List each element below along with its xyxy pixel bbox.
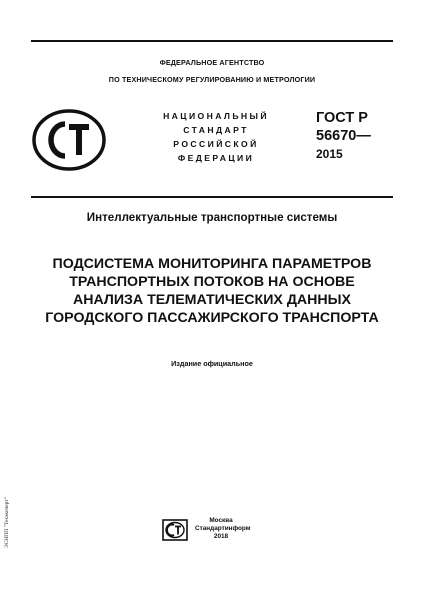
document-subtitle: Интеллектуальные транспортные системы bbox=[86, 211, 338, 224]
gost-label: ГОСТ Р bbox=[316, 110, 368, 126]
publisher-name: Стандартинформ bbox=[195, 525, 251, 532]
gost-number: 56670— bbox=[316, 128, 371, 144]
agency-name-line2: ПО ТЕХНИЧЕСКОМУ РЕГУЛИРОВАНИЮ И МЕТРОЛОГИИ bbox=[108, 75, 316, 84]
gost-year: 2015 bbox=[316, 147, 343, 161]
document-title-line-4: ГОРОДСКОГО ПАССАЖИРСКОГО ТРАНСПОРТА bbox=[45, 310, 379, 326]
publisher-city: Москва bbox=[209, 517, 233, 524]
national-line-2: СТАНДАРТ bbox=[183, 125, 249, 135]
document-title-line-3: АНАЛИЗА ТЕЛЕМАТИЧЕСКИХ ДАННЫХ bbox=[72, 292, 352, 308]
standartinform-logo-icon bbox=[162, 519, 188, 541]
publisher-year: 2018 bbox=[213, 533, 229, 540]
national-line-3: РОССИЙСКОЙ bbox=[173, 139, 259, 149]
edition-label: Издание официальное bbox=[171, 359, 253, 368]
national-line-4: ФЕДЕРАЦИИ bbox=[177, 153, 255, 163]
bottom-divider bbox=[31, 196, 393, 198]
top-divider bbox=[31, 40, 393, 42]
rst-gost-emblem-icon bbox=[31, 108, 107, 172]
document-title-line-2: ТРАНСПОРТНЫХ ПОТОКОВ НА ОСНОВЕ bbox=[69, 274, 355, 290]
document-title-line-1: ПОДСИСТЕМА МОНИТОРИНГА ПАРАМЕТРОВ bbox=[52, 256, 372, 272]
national-line-1: НАЦИОНАЛЬНЫЙ bbox=[163, 111, 269, 121]
side-stamp: ЭСНПП "Техэксперт" bbox=[4, 496, 10, 548]
agency-name-line1: ФЕДЕРАЛЬНОЕ АГЕНТСТВО bbox=[159, 58, 265, 67]
